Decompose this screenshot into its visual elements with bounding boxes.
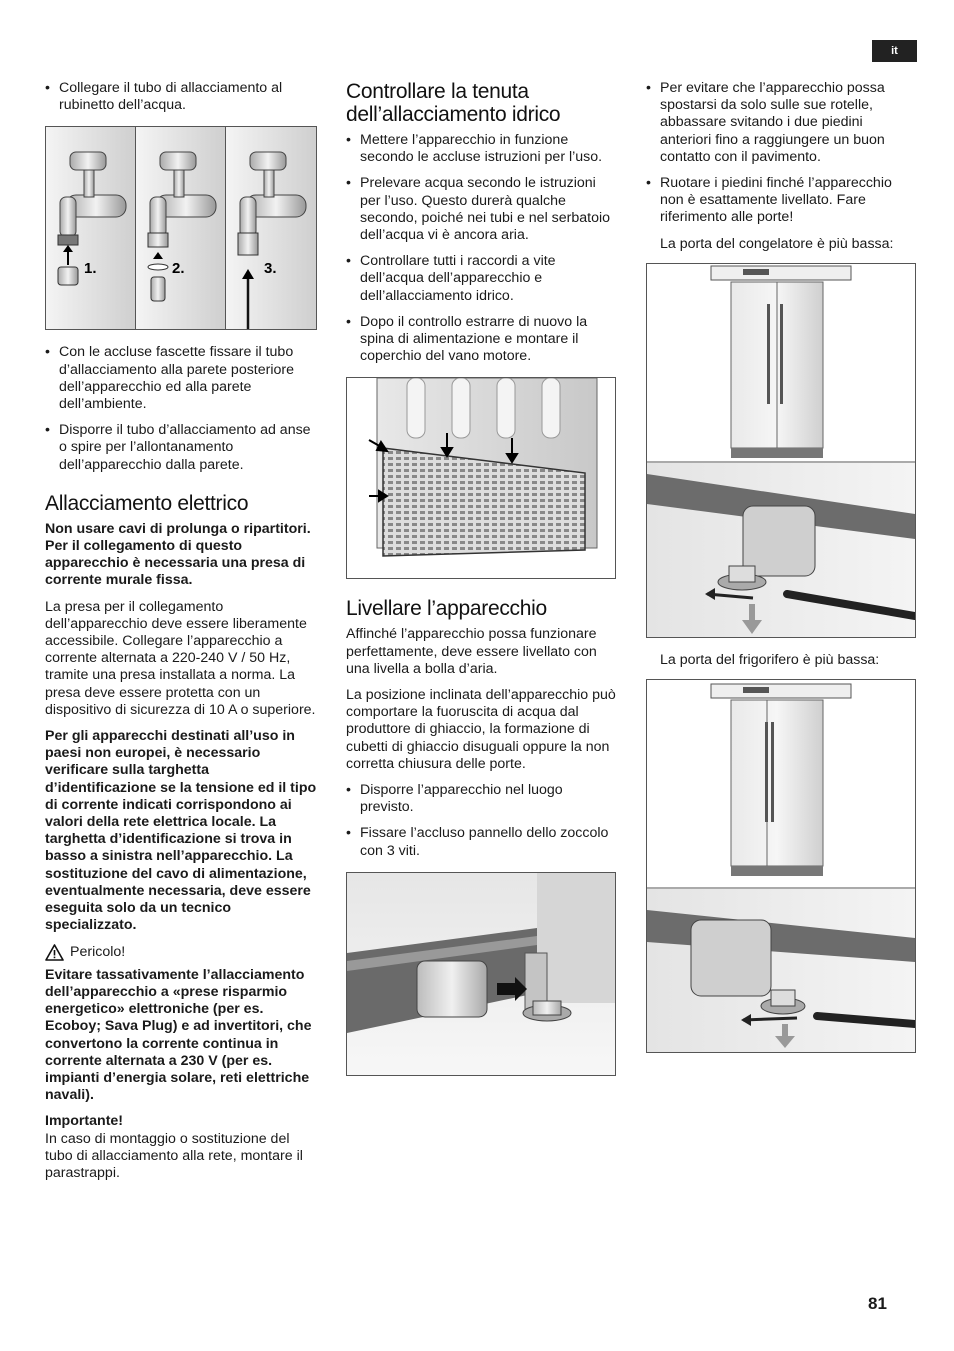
section-heading-leveling: Livellare l’apparecchio [346,597,547,621]
page-number: 81 [868,1294,887,1313]
list-item: • Disporre l’apparecchio nel luogo previsto. [346,782,616,816]
tap-connection-figure [45,126,317,330]
language-tab: it [872,40,917,62]
fridge-lower-illustration [647,680,915,1052]
list-item: • Controllare tutti i raccordi a vite dell’acqua dell’apparecchio e dell’allacciamento idrico. [346,253,616,305]
figure-caption: La porta del frigorifero è più bassa: [660,651,880,668]
warning-paragraph: Evitare tassativamente l’allacciamento dell’apparecchio a «prese risparmio energetico» elettroniche (per es. Ecoboy; Sava Plug) e ad invertitori, che convertono la corrente continua in corrente alternata a 230 V (per es. impianti d’energia solare, reti elettriche navali). [45,966,312,1104]
list-item: • Dopo il controllo estrarre di nuovo la spina di alimentazione e montare il coperchio del vano motore. [346,314,616,366]
figure-caption: La porta del congelatore è più bassa: [660,235,894,252]
list-item: • Per evitare che l’apparecchio possa spostarsi da solo sulle sue rotelle, abbassare svitando i due piedini anteriori fino a raggiungere un buon contatto con il pavimento. [646,80,916,166]
step-label: 3. [264,260,277,278]
column-2 [346,80,616,1090]
important-label: Importante! [45,1113,124,1130]
bullet-list [346,782,616,860]
list-item: • Con le accluse fascette fissare il tubo d’allacciamento alla parete posteriore dell’apparecchio ed alla parete dell’ambiente. [45,344,317,413]
list-item: • Ruotare i piedini finché l’apparecchio non è esattamente livellato. Fare riferimento alle porte! [646,175,916,227]
list-item: • Disporre il tubo d’allacciamento ad anse o spire per l’allontanamento dell’apparecchio dalla parete. [45,422,317,474]
refrigerator-icon [731,282,823,458]
column-1 [45,80,317,1191]
step-label: 1. [84,260,97,278]
freezer-lower-illustration [647,264,915,637]
bullet-list [45,344,317,473]
list-item: • Mettere l’apparecchio in funzione secondo le accluse istruzioni per l’uso. [346,132,616,166]
section-heading-leak-check: Controllare la tenuta dell’allacciamento idrico [346,80,561,126]
warning-paragraph: Non usare cavi di prolunga o ripartitori. Per il collegamento di questo apparecchio è necessaria una presa di corrente murale fissa. [45,520,311,589]
base-panel-illustration [347,873,615,1075]
body-paragraph: Affinché l’apparecchio possa funzionare perfettamente, deve essere livellato con una livella a bolla d’aria. [346,626,597,677]
column-3 [646,80,916,1067]
list-item: • Collegare il tubo di allacciamento al rubinetto dell’acqua. [45,80,317,114]
step-label: 2. [172,260,185,278]
list-item: • Prelevare acqua secondo le istruzioni per l’uso. Questo durerà qualche secondo, poiché nei tubi e nel serbatoio dell’acqua vi è ancora aria. [346,175,616,244]
body-paragraph: La posizione inclinata dell’apparecchio può comportare la fuoruscita di acqua dal produttore di ghiaccio, la formazione di cubetti di ghiaccio disuguali oppure la non corretta chiusura delle porte. [346,687,616,772]
body-paragraph: In caso di montaggio o sostituzione del tubo di allacciamento alla rete, montare il parastrappi. [45,1130,303,1181]
list-item: • Fissare l’accluso pannello dello zoccolo con 3 viti. [346,825,616,859]
section-heading-electrical: Allacciamento elettrico [45,491,249,515]
bullet-list [346,132,616,365]
bullet-list [45,80,317,114]
tap-illustration [46,127,316,329]
danger-label: Pericolo! [70,943,126,960]
refrigerator-icon [731,700,823,876]
warning-paragraph: Per gli apparecchi destinati all’uso in paesi non europei, è necessario verificare sulla targhetta d’identificazione se la tensione ed il tipo di corrente indicati corrispondono ai valori della rete elettrica locale. La targhetta d’identificazione si trova in basso a sinistra nell’apparecchio. La sostituzione del cavo di alimentazione, eventualmente necessaria, deve essere eseguita solo da un tecnico specializzato. [45,728,317,934]
motor-cover-illustration [347,378,615,578]
freezer-lower-figure [646,263,916,638]
motor-cover-figure [346,377,616,579]
bullet-list [646,80,916,227]
body-paragraph: La presa per il collegamento dell’apparecchio deve essere liberamente accessibile. Collegare l’apparecchio a corrente alternata a 220-240 V / 50 Hz, tramite una presa installata a norma. La presa deve essere protetta con un dispositivo di sicurezza di 10 A o superiore. [45,598,316,718]
fridge-lower-figure [646,679,916,1053]
warning-triangle-icon [45,944,64,961]
danger-notice [45,944,317,961]
base-panel-figure [346,872,616,1076]
